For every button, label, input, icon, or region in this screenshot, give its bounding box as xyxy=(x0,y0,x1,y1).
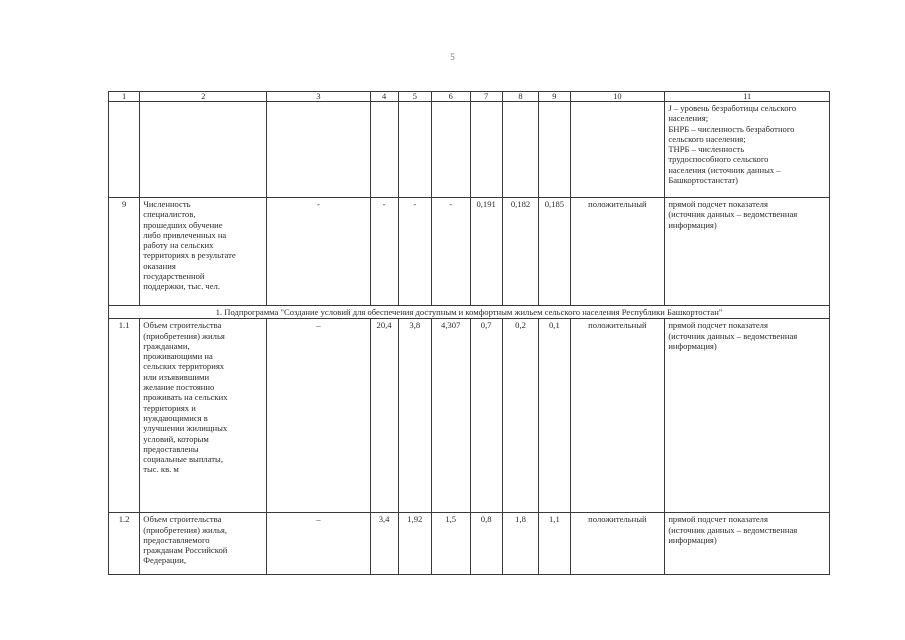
value-cell: 3,8 xyxy=(398,319,431,513)
value-cell: 0,7 xyxy=(470,319,502,513)
value-cell: 0,8 xyxy=(470,513,502,575)
value-cell: 1,5 xyxy=(431,513,470,575)
header-cell: 9 xyxy=(539,92,570,102)
row-number: 9 xyxy=(109,198,140,306)
formula-notes: J – уровень безработицы сельского населения; БНРБ – численность безработного сельского населения; ТНРБ – численность трудоспособного сельского населения (источник данных – Башкортостанстат) xyxy=(665,102,830,198)
header-cell: 7 xyxy=(470,92,502,102)
value-cell: 20,4 xyxy=(370,319,398,513)
page-number: 5 xyxy=(450,52,455,62)
value-cell: - xyxy=(431,198,470,306)
indicators-table xyxy=(108,91,830,575)
row-number: 1.2 xyxy=(109,513,140,575)
header-cell: 2 xyxy=(140,92,267,102)
method-cell: прямой подсчет показателя (источник данных – ведомственная информация) xyxy=(665,513,830,575)
header-cell: 6 xyxy=(431,92,470,102)
header-row xyxy=(109,92,830,102)
value-cell: 4,307 xyxy=(431,319,470,513)
indicator-name: Объем строительства (приобретения) жилья, предоставляемого гражданам Российской Федерации, xyxy=(140,513,267,575)
header-cell: 5 xyxy=(398,92,431,102)
header-cell: 10 xyxy=(570,92,665,102)
table-row xyxy=(109,319,830,513)
value-cell: 3,4 xyxy=(370,513,398,575)
table-row xyxy=(109,513,830,575)
value-cell: 1,1 xyxy=(539,513,570,575)
value-cell: 0,2 xyxy=(502,319,538,513)
dynamics-cell: положительный xyxy=(570,513,665,575)
table-row xyxy=(109,198,830,306)
value-cell: - xyxy=(267,198,370,306)
header-cell: 3 xyxy=(267,92,370,102)
header-cell: 11 xyxy=(665,92,830,102)
value-cell: 1,92 xyxy=(398,513,431,575)
method-cell: прямой подсчет показателя (источник данных – ведомственная информация) xyxy=(665,319,830,513)
value-cell: 1,8 xyxy=(502,513,538,575)
value-cell: – xyxy=(267,319,370,513)
section-row xyxy=(109,306,830,319)
indicator-name: Объем строительства (приобретения) жилья гражданами, проживающими на сельских территориях или изъявившими желание постоянно проживать на сельских территориях и нуждающимися в улучшении жилищных условий, которым предоставлены социальные выплаты, тыс. кв. м xyxy=(140,319,267,513)
header-cell: 8 xyxy=(502,92,538,102)
indicator-name: Численность специалистов, прошедших обучение либо привлеченных на работу на сельских территориях в результате оказания государственной поддержки, тыс. чел. xyxy=(140,198,267,306)
section-title: 1. Подпрограмма "Создание условий для обеспечения доступным и комфортным жильем сельского населения Республики Башкортостан" xyxy=(109,306,830,319)
value-cell: – xyxy=(267,513,370,575)
dynamics-cell: положительный xyxy=(570,319,665,513)
header-cell: 4 xyxy=(370,92,398,102)
value-cell: 0,182 xyxy=(502,198,538,306)
row-number: 1.1 xyxy=(109,319,140,513)
continuation-row xyxy=(109,102,830,198)
value-cell: - xyxy=(398,198,431,306)
value-cell: 0,1 xyxy=(539,319,570,513)
dynamics-cell: положительный xyxy=(570,198,665,306)
value-cell: 0,191 xyxy=(470,198,502,306)
value-cell: 0,185 xyxy=(539,198,570,306)
method-cell: прямой подсчет показателя (источник данных – ведомственная информация) xyxy=(665,198,830,306)
header-cell: 1 xyxy=(109,92,140,102)
value-cell: - xyxy=(370,198,398,306)
